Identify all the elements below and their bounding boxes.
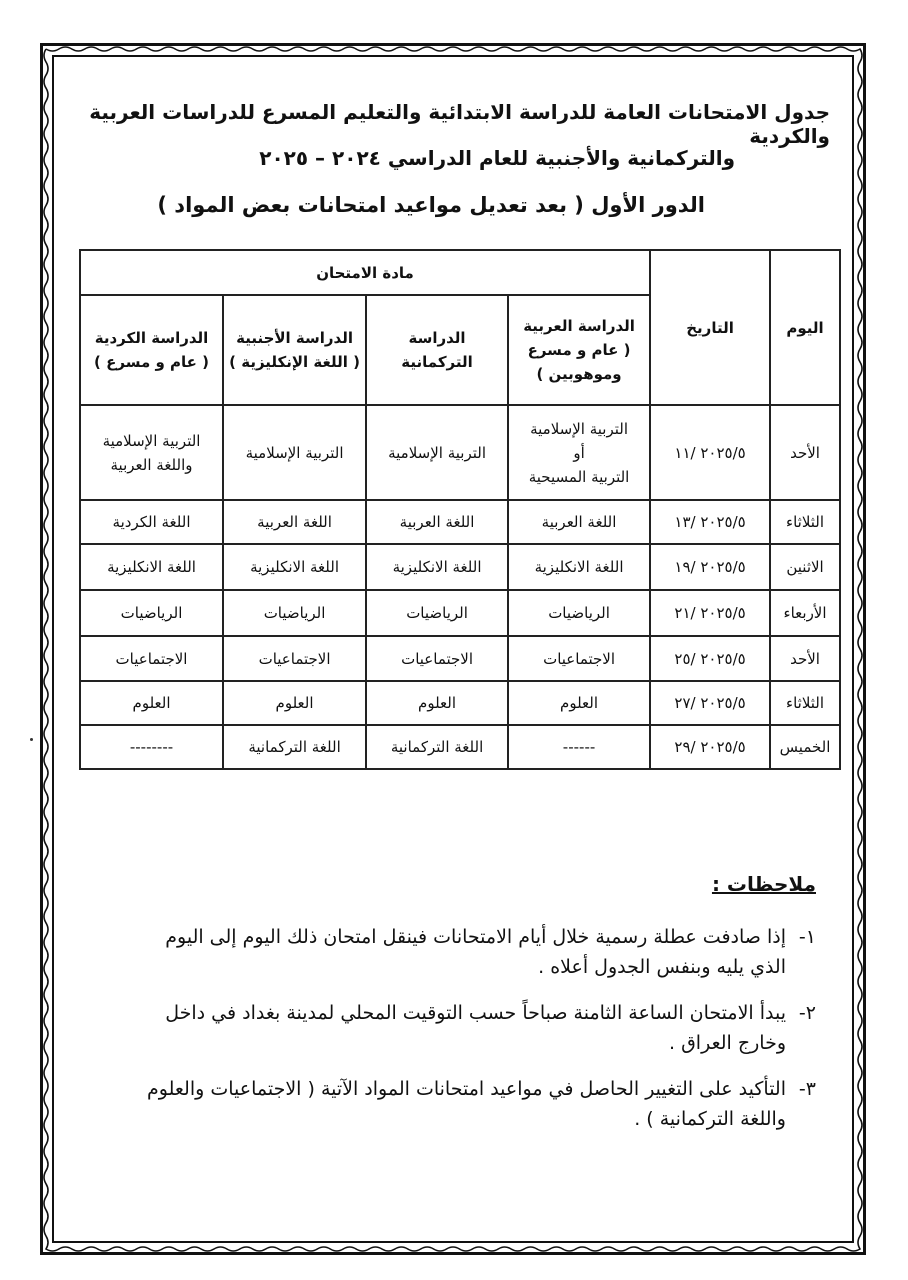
header-turkmen-study: الدراسة التركمانية bbox=[366, 295, 508, 405]
day-cell: الأحد bbox=[770, 636, 840, 681]
title-line-1: جدول الامتحانات العامة للدراسة الابتدائية والتعليم المسرع للدراسات العربية والكردية bbox=[89, 100, 830, 148]
date-cell: ٢٠٢٥/٥ /٢٧ bbox=[650, 681, 770, 725]
date-cell: ٢٠٢٥/٥ /٢١ bbox=[650, 590, 770, 636]
day-cell: الخميس bbox=[770, 725, 840, 769]
arabic-cell: الرياضيات bbox=[508, 590, 650, 636]
turkmen-cell: الرياضيات bbox=[366, 590, 508, 636]
header-arabic-study: الدراسة العربية ( عام و مسرع وموهوبين ) bbox=[508, 295, 650, 405]
notes-title: ملاحظات : bbox=[711, 872, 816, 896]
header-day: اليوم bbox=[770, 250, 840, 405]
kurdish-cell: الاجتماعيات bbox=[80, 636, 223, 681]
exam-schedule-table bbox=[79, 249, 841, 770]
title-line-2: والتركمانية والأجنبية للعام الدراسي ٢٠٢٤ – ٢٠٢٥ bbox=[259, 146, 735, 170]
table-row bbox=[80, 590, 840, 636]
kurdish-cell: -------- bbox=[80, 725, 223, 769]
day-cell: الأربعاء bbox=[770, 590, 840, 636]
table-row bbox=[80, 405, 840, 500]
arabic-cell: اللغة الانكليزية bbox=[508, 544, 650, 590]
foreign-cell: الاجتماعيات bbox=[223, 636, 366, 681]
date-cell: ٢٠٢٥/٥ /٢٩ bbox=[650, 725, 770, 769]
header-subject: مادة الامتحان bbox=[80, 250, 650, 295]
day-cell: الأحد bbox=[770, 405, 840, 500]
foreign-cell: التربية الإسلامية bbox=[223, 405, 366, 500]
table-row bbox=[80, 725, 840, 769]
kurdish-cell: الرياضيات bbox=[80, 590, 223, 636]
turkmen-cell: الاجتماعيات bbox=[366, 636, 508, 681]
scan-speck bbox=[30, 738, 33, 741]
note-2: ٢-يبدأ الامتحان الساعة الثامنة صباحاً حسب التوقيت المحلي لمدينة بغداد في داخل وخارج العراق . bbox=[165, 1002, 816, 1054]
header-date: التاريخ bbox=[650, 250, 770, 405]
turkmen-cell: اللغة الانكليزية bbox=[366, 544, 508, 590]
arabic-cell: الاجتماعيات bbox=[508, 636, 650, 681]
day-cell: الثلاثاء bbox=[770, 500, 840, 544]
date-cell: ٢٠٢٥/٥ /١١ bbox=[650, 405, 770, 500]
header-kurdish-study: الدراسة الكردية ( عام و مسرع ) bbox=[80, 295, 223, 405]
foreign-cell: اللغة التركمانية bbox=[223, 725, 366, 769]
kurdish-cell: التربية الإسلامية واللغة العربية bbox=[80, 405, 223, 500]
day-cell: الاثنين bbox=[770, 544, 840, 590]
arabic-cell: العلوم bbox=[508, 681, 650, 725]
title-line-3: الدور الأول ( بعد تعديل مواعيد امتحانات بعض المواد ) bbox=[157, 193, 705, 217]
arabic-cell: ------ bbox=[508, 725, 650, 769]
kurdish-cell: اللغة الانكليزية bbox=[80, 544, 223, 590]
date-cell: ٢٠٢٥/٥ /٢٥ bbox=[650, 636, 770, 681]
table-row bbox=[80, 544, 840, 590]
table-row bbox=[80, 636, 840, 681]
turkmen-cell: التربية الإسلامية bbox=[366, 405, 508, 500]
note-1: ١-إذا صادفت عطلة رسمية خلال أيام الامتحانات فينقل امتحان ذلك اليوم إلى اليوم الذي يليه وبنفس الجدول أعلاه . bbox=[165, 926, 816, 978]
turkmen-cell: اللغة العربية bbox=[366, 500, 508, 544]
turkmen-cell: العلوم bbox=[366, 681, 508, 725]
foreign-cell: الرياضيات bbox=[223, 590, 366, 636]
table-row bbox=[80, 500, 840, 544]
day-cell: الثلاثاء bbox=[770, 681, 840, 725]
date-cell: ٢٠٢٥/٥ /١٣ bbox=[650, 500, 770, 544]
foreign-cell: اللغة الانكليزية bbox=[223, 544, 366, 590]
header-foreign-study: الدراسة الأجنبية ( اللغة الإنكليزية ) bbox=[223, 295, 366, 405]
turkmen-cell: اللغة التركمانية bbox=[366, 725, 508, 769]
foreign-cell: اللغة العربية bbox=[223, 500, 366, 544]
date-cell: ٢٠٢٥/٥ /١٩ bbox=[650, 544, 770, 590]
note-3: ٣-التأكيد على التغيير الحاصل في مواعيد امتحانات المواد الآتية ( الاجتماعيات والعلوم واللغة التركمانية ) . bbox=[147, 1078, 816, 1130]
table-row bbox=[80, 681, 840, 725]
foreign-cell: العلوم bbox=[223, 681, 366, 725]
arabic-cell: التربية الإسلامية أو التربية المسيحية bbox=[508, 405, 650, 500]
kurdish-cell: العلوم bbox=[80, 681, 223, 725]
kurdish-cell: اللغة الكردية bbox=[80, 500, 223, 544]
arabic-cell: اللغة العربية bbox=[508, 500, 650, 544]
